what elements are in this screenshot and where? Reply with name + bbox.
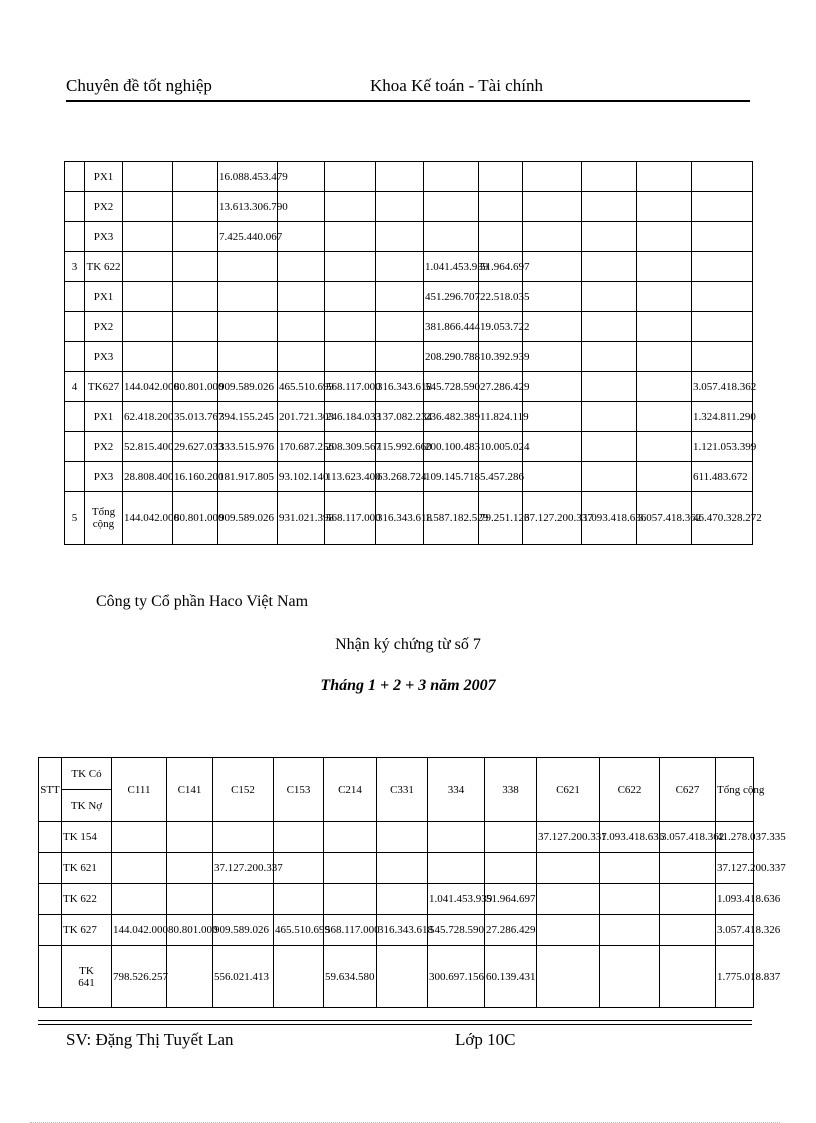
table-cell xyxy=(274,946,324,1008)
table-cell xyxy=(424,192,479,222)
table-row xyxy=(39,946,754,1008)
table-row xyxy=(65,462,753,492)
table-cell xyxy=(692,312,753,342)
table-row xyxy=(39,822,754,853)
table-row xyxy=(65,342,753,372)
table-cell: 1.324.811.290 xyxy=(692,402,753,432)
column-header: C331 xyxy=(377,758,428,822)
table-cell xyxy=(537,946,600,1008)
table-cell xyxy=(274,884,324,915)
header-faculty: Khoa Kế toán - Tài chính xyxy=(370,76,543,95)
column-header: C621 xyxy=(537,758,600,822)
column-header: 338 xyxy=(485,758,537,822)
table-cell xyxy=(582,162,637,192)
table-row xyxy=(65,402,753,432)
table-cell: 611.483.672 xyxy=(692,462,753,492)
table-cell xyxy=(173,222,218,252)
row-number xyxy=(65,462,85,492)
table-cell: 22.518.035 xyxy=(479,282,523,312)
table-cell: 208.309.567 xyxy=(325,432,376,462)
table-cell xyxy=(278,222,325,252)
table-cell xyxy=(123,312,173,342)
table-cell: 909.589.026 xyxy=(218,372,278,402)
table-cell xyxy=(376,252,424,282)
table-row xyxy=(65,222,753,252)
row-number xyxy=(65,192,85,222)
table-cell: 59.634.580 xyxy=(324,946,377,1008)
table-cell xyxy=(660,884,716,915)
table-row xyxy=(65,282,753,312)
table-cell: 37.127.200.337 xyxy=(716,853,754,884)
table-cell xyxy=(582,282,637,312)
table-cell xyxy=(523,462,582,492)
row-number xyxy=(65,342,85,372)
table-cell xyxy=(479,162,523,192)
table-cell xyxy=(485,822,537,853)
table-cell xyxy=(325,312,376,342)
table-cell xyxy=(424,162,479,192)
table-cell: 5.457.286 xyxy=(479,462,523,492)
table-cell xyxy=(167,884,213,915)
table-cell xyxy=(213,822,274,853)
row-number: 3 xyxy=(65,252,85,282)
column-header: C141 xyxy=(167,758,213,822)
row-number: 4 xyxy=(65,372,85,402)
table-cell xyxy=(324,822,377,853)
table-cell: 41.278.037.335 xyxy=(716,822,754,853)
table-cell: 568.117.000 xyxy=(324,915,377,946)
table-cell: 3.057.418.362 xyxy=(660,822,716,853)
table-cell: 29.627.033 xyxy=(173,432,218,462)
table-cell xyxy=(637,462,692,492)
table-cell: 144.042.000 xyxy=(123,492,173,545)
table-cell xyxy=(637,372,692,402)
table-cell xyxy=(637,312,692,342)
column-header: 334 xyxy=(428,758,485,822)
table-cell xyxy=(523,372,582,402)
table-cell: 37.127.200.337 xyxy=(213,853,274,884)
table-cell xyxy=(637,192,692,222)
table-cell xyxy=(167,946,213,1008)
table-cell xyxy=(582,402,637,432)
table-cell xyxy=(218,252,278,282)
table-cell: 80.801.000 xyxy=(173,372,218,402)
table-cell: 181.917.805 xyxy=(218,462,278,492)
table-cell: 545.728.590 xyxy=(428,915,485,946)
table-cell: 51.964.697 xyxy=(485,884,537,915)
table-cell xyxy=(479,192,523,222)
table-cell xyxy=(523,402,582,432)
table-cell xyxy=(278,342,325,372)
table-cell xyxy=(218,312,278,342)
table-cell xyxy=(173,312,218,342)
table-cell xyxy=(112,884,167,915)
table-cell: 60.139.431 xyxy=(485,946,537,1008)
table-cell xyxy=(523,252,582,282)
page-header xyxy=(66,74,750,102)
table-cell xyxy=(173,252,218,282)
table-cell xyxy=(523,222,582,252)
table-cell xyxy=(637,432,692,462)
table-cell xyxy=(600,915,660,946)
stt-cell xyxy=(39,822,62,853)
table-cell: 236.482.389 xyxy=(424,402,479,432)
table-cell: 10.005.024 xyxy=(479,432,523,462)
table-row xyxy=(65,492,753,545)
table-cell: 316.343.618 xyxy=(377,915,428,946)
row-number xyxy=(65,312,85,342)
table-row xyxy=(65,372,753,402)
row-label: PX3 xyxy=(85,462,123,492)
table-cell xyxy=(582,192,637,222)
row-number xyxy=(65,432,85,462)
row-label: PX1 xyxy=(85,282,123,312)
table-cell xyxy=(424,222,479,252)
table-cell xyxy=(377,853,428,884)
table-cell: 3.057.418.362 xyxy=(692,372,753,402)
table-cell xyxy=(278,252,325,282)
journal-subtitle: Tháng 1 + 2 + 3 năm 2007 xyxy=(320,677,496,694)
table-cell: 37.127.200.337 xyxy=(537,822,600,853)
table-cell xyxy=(692,282,753,312)
table-cell xyxy=(112,853,167,884)
table-row xyxy=(39,915,754,946)
table-cell xyxy=(523,282,582,312)
table-cell: 568.117.000 xyxy=(325,372,376,402)
table-cell xyxy=(537,915,600,946)
table-cell: 3.057.418.362 xyxy=(637,492,692,545)
row-number xyxy=(65,222,85,252)
table-cell xyxy=(582,312,637,342)
table-cell xyxy=(325,252,376,282)
table-cell xyxy=(278,312,325,342)
class-name: Lớp 10C xyxy=(455,1030,516,1049)
table-cell: 316.343.618 xyxy=(376,372,424,402)
row-label: TK627 xyxy=(85,372,123,402)
table-cell: 798.526.257 xyxy=(112,946,167,1008)
table-cell: 80.801.000 xyxy=(167,915,213,946)
table-cell xyxy=(278,282,325,312)
table-cell xyxy=(325,222,376,252)
table-cell xyxy=(377,822,428,853)
table-cell: 1.121.053.399 xyxy=(692,432,753,462)
table-cell: 1.041.453.939 xyxy=(428,884,485,915)
table-cell: 451.296.707 xyxy=(424,282,479,312)
table-cell xyxy=(173,342,218,372)
journal-table xyxy=(38,757,786,1008)
table-row xyxy=(65,162,753,192)
table-cell: 63.268.724 xyxy=(376,462,424,492)
row-number xyxy=(65,282,85,312)
header-thesis-title: Chuyên đề tốt nghiệp xyxy=(66,76,212,95)
table-cell xyxy=(376,282,424,312)
table-cell: 1.093.418.636 xyxy=(600,822,660,853)
table-cell: 465.510.699 xyxy=(278,372,325,402)
table-cell: 909.589.026 xyxy=(213,915,274,946)
table-cell: 556.021.413 xyxy=(213,946,274,1008)
account-cell: TK 154 xyxy=(62,822,112,853)
table-cell xyxy=(692,342,753,372)
table-cell: 52.815.400 xyxy=(123,432,173,462)
table-cell: 568.117.000 xyxy=(325,492,376,545)
table-cell: 16.088.453.479 xyxy=(218,162,278,192)
table-cell: 28.808.400 xyxy=(123,462,173,492)
stt-cell xyxy=(39,946,62,1008)
table-cell xyxy=(325,192,376,222)
table-cell: 13.613.306.790 xyxy=(218,192,278,222)
allocation-table xyxy=(64,161,762,545)
table-cell: 931.021.398 xyxy=(278,492,325,545)
table-cell xyxy=(123,252,173,282)
table-cell xyxy=(637,402,692,432)
journal-header-row xyxy=(39,758,754,790)
stt-cell xyxy=(39,853,62,884)
table-cell xyxy=(112,822,167,853)
table-cell xyxy=(428,853,485,884)
table-cell xyxy=(213,884,274,915)
table-cell: 16.160.200 xyxy=(173,462,218,492)
table-cell: 465.510.699 xyxy=(274,915,324,946)
row-number: 5 xyxy=(65,492,85,545)
column-header: C214 xyxy=(324,758,377,822)
row-number xyxy=(65,162,85,192)
table-cell: 909.589.026 xyxy=(218,492,278,545)
row-label: PX3 xyxy=(85,222,123,252)
table-cell xyxy=(376,222,424,252)
table-cell xyxy=(637,252,692,282)
table-cell: 109.145.718 xyxy=(424,462,479,492)
table-cell xyxy=(637,282,692,312)
table-row xyxy=(65,312,753,342)
table-cell xyxy=(377,946,428,1008)
column-header: C622 xyxy=(600,758,660,822)
table-cell: 115.992.660 xyxy=(376,432,424,462)
table-cell xyxy=(692,222,753,252)
account-cell: TK 622 xyxy=(62,884,112,915)
table-row xyxy=(65,192,753,222)
table-cell xyxy=(523,192,582,222)
table-cell: 7.425.440.067 xyxy=(218,222,278,252)
table-cell: 37.127.200.337 xyxy=(523,492,582,545)
table-cell xyxy=(692,192,753,222)
table-cell: 62.418.200 xyxy=(123,402,173,432)
table-row xyxy=(65,432,753,462)
table-cell xyxy=(582,252,637,282)
table-cell xyxy=(537,884,600,915)
table-cell: 316.343.618 xyxy=(376,492,424,545)
table-cell xyxy=(582,342,637,372)
row-label: PX2 xyxy=(85,432,123,462)
table-cell xyxy=(325,162,376,192)
table-cell xyxy=(123,162,173,192)
column-header: C153 xyxy=(274,758,324,822)
table-cell xyxy=(523,162,582,192)
table-cell: 51.964.697 xyxy=(479,252,523,282)
table-cell: 246.184.033 xyxy=(325,402,376,432)
row-label: PX1 xyxy=(85,162,123,192)
table-cell: 170.687.256 xyxy=(278,432,325,462)
account-cell: TK 621 xyxy=(62,853,112,884)
table-cell: 35.013.767 xyxy=(173,402,218,432)
table-cell xyxy=(637,222,692,252)
table-cell xyxy=(600,853,660,884)
stt-cell xyxy=(39,884,62,915)
table-cell: 333.515.976 xyxy=(218,432,278,462)
table-cell xyxy=(167,822,213,853)
student-name: SV: Đặng Thị Tuyết Lan xyxy=(66,1030,234,1049)
table-cell xyxy=(582,462,637,492)
table-cell xyxy=(173,282,218,312)
table-cell xyxy=(600,884,660,915)
table-cell: 79.251.126 xyxy=(479,492,523,545)
table-cell: 27.286.429 xyxy=(485,915,537,946)
column-header: C152 xyxy=(213,758,274,822)
table-cell xyxy=(376,192,424,222)
table-cell xyxy=(485,853,537,884)
table-cell xyxy=(377,884,428,915)
column-header: C627 xyxy=(660,758,716,822)
table-cell xyxy=(173,192,218,222)
table-cell xyxy=(167,853,213,884)
table-cell: 545.728.590 xyxy=(424,372,479,402)
tk-no-header: TK Nợ xyxy=(62,790,112,822)
tk-co-header: TK Có xyxy=(62,758,112,790)
row-label: TK 622 xyxy=(85,252,123,282)
table-cell xyxy=(324,884,377,915)
stt-header: STT xyxy=(39,758,62,822)
row-label: PX3 xyxy=(85,342,123,372)
table-cell xyxy=(428,822,485,853)
table-cell xyxy=(637,342,692,372)
table-cell: 200.100.483 xyxy=(424,432,479,462)
table-cell xyxy=(218,282,278,312)
table-cell xyxy=(123,282,173,312)
table-cell: 27.286.429 xyxy=(479,372,523,402)
table-row xyxy=(65,252,753,282)
table-cell: 93.102.140 xyxy=(278,462,325,492)
account-cell: TK 627 xyxy=(62,915,112,946)
table-cell: 394.155.245 xyxy=(218,402,278,432)
table-cell xyxy=(660,946,716,1008)
column-header: C111 xyxy=(112,758,167,822)
table-cell xyxy=(376,342,424,372)
table-cell: 10.392.939 xyxy=(479,342,523,372)
column-header: Tổng cộng xyxy=(716,758,754,822)
table-cell: 113.623.400 xyxy=(325,462,376,492)
table-cell xyxy=(582,222,637,252)
table-cell xyxy=(274,822,324,853)
table-cell xyxy=(324,853,377,884)
table-cell xyxy=(692,252,753,282)
table-cell: 46.470.328.272 xyxy=(692,492,753,545)
journal-title: Nhận ký chứng từ số 7 xyxy=(335,636,481,653)
table-cell: 144.042.000 xyxy=(123,372,173,402)
company-name: Công ty Cổ phần Haco Việt Nam xyxy=(96,593,309,610)
table-cell: 80.801.000 xyxy=(173,492,218,545)
table-cell: 144.042.000 xyxy=(112,915,167,946)
table-cell xyxy=(660,853,716,884)
table-cell: 1.093.418.636 xyxy=(582,492,637,545)
table-cell xyxy=(523,432,582,462)
table-row xyxy=(39,853,754,884)
table-cell xyxy=(123,222,173,252)
table-cell: 1.093.418.636 xyxy=(716,884,754,915)
table-cell xyxy=(660,915,716,946)
table-cell xyxy=(325,342,376,372)
row-label: PX1 xyxy=(85,402,123,432)
table-cell xyxy=(376,312,424,342)
row-label: PX2 xyxy=(85,312,123,342)
table-cell xyxy=(479,222,523,252)
row-label: PX2 xyxy=(85,192,123,222)
table-cell: 19.053.722 xyxy=(479,312,523,342)
table-cell xyxy=(692,162,753,192)
table-cell: 300.697.156 xyxy=(428,946,485,1008)
table-cell xyxy=(537,853,600,884)
row-label: Tổng cộng xyxy=(85,492,123,545)
table-cell: 381.866.444 xyxy=(424,312,479,342)
table-cell: 137.082.234 xyxy=(376,402,424,432)
table-cell xyxy=(376,162,424,192)
table-cell: 1.775.018.837 xyxy=(716,946,754,1008)
table-cell: 1.587.182.529 xyxy=(424,492,479,545)
stt-cell xyxy=(39,915,62,946)
table-cell xyxy=(523,312,582,342)
table-cell: 3.057.418.326 xyxy=(716,915,754,946)
table-cell xyxy=(582,432,637,462)
table-cell xyxy=(523,342,582,372)
footer-rule xyxy=(38,1020,752,1025)
table-cell xyxy=(123,192,173,222)
table-cell xyxy=(123,342,173,372)
table-cell: 201.721.303 xyxy=(278,402,325,432)
table-cell xyxy=(325,282,376,312)
table-cell: 11.824.119 xyxy=(479,402,523,432)
table-cell xyxy=(600,946,660,1008)
table-cell xyxy=(173,162,218,192)
table-cell xyxy=(582,372,637,402)
table-cell xyxy=(637,162,692,192)
table-cell: 1.041.453.939 xyxy=(424,252,479,282)
table-row xyxy=(39,884,754,915)
row-number xyxy=(65,402,85,432)
table-cell xyxy=(218,342,278,372)
table-cell: 208.290.788 xyxy=(424,342,479,372)
account-cell: TK 641 xyxy=(62,946,112,1008)
